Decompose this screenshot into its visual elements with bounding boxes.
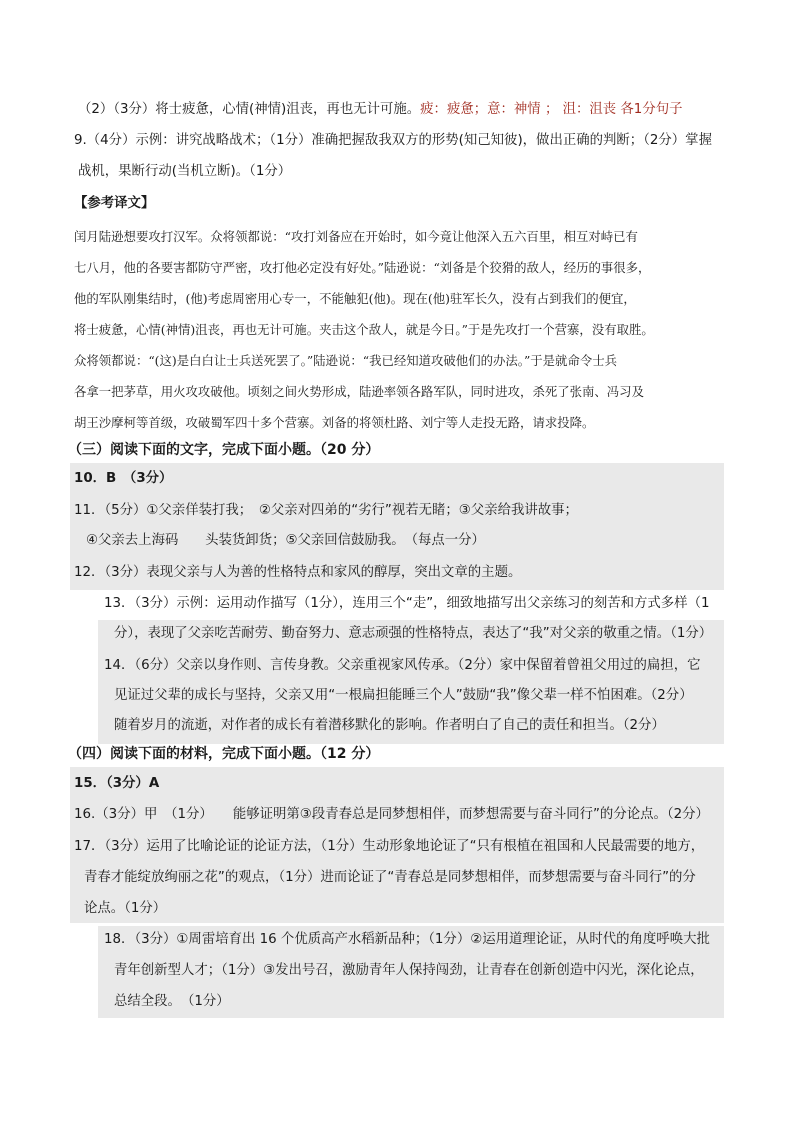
answer-9-line2: 战机，果断行动(当机立断)。（1分） <box>78 164 292 179</box>
answer-11-line1: 11．（5分）①父亲佯装打我； ②父亲对四弟的“劣行”视若无睹；③父亲给我讲故事； <box>74 503 578 518</box>
answer-17-line2: 青春才能绽放绚丽之花”的观点，（1分）进而论证了“青春总是同梦想相伴，而梦想需要与奋斗同行”的分 <box>84 870 696 885</box>
answer-9-line1: 9.（4分）示例：讲究战略战术；（1分）准确把握敌我双方的形势(知己知彼)，做出正确的判断；（2分）掌握 <box>74 133 712 148</box>
answer-12: 12．（3分）表现父亲与人为善的性格特点和家风的醇厚，突出文章的主题。 <box>74 565 522 580</box>
answer-14-line3: 随着岁月的流逝，对作者的成长有着潜移默化的影响。作者明白了自己的责任和担当。（2分） <box>114 718 665 733</box>
answer-8-2-scoring: 疲：疲惫；意：神情 ； 沮：沮丧 各1分句子 <box>420 102 683 117</box>
translation-line: 闰月陆逊想要攻打汉军。众将领都说：“攻打刘备应在开始时，如今竟让他深入五六百里，相互对峙已有 <box>74 229 638 244</box>
answer-18-line1: 18．（3分）①周雷培育出 16 个优质高产水稻新品种；（1分）②运用道理论证，从时代的角度呼唤大批 <box>104 932 710 947</box>
answer-16: 16.（3分）甲 （1分） 能够证明第③段青春总是同梦想相伴，而梦想需要与奋斗同行”的分论点。（2分） <box>74 807 709 822</box>
answer-8-2 <box>78 100 683 120</box>
translation-heading: 【参考译文】 <box>74 196 155 211</box>
section-4-title: （四）阅读下面的材料，完成下面小题。（12 分） <box>68 746 380 762</box>
answer-14-line2: 见证过父辈的成长与坚持，父亲又用“一根扁担能睡三个人”鼓励“我”像父辈一样不怕困难。（2分） <box>114 688 693 703</box>
answer-17-line3: 论点。（1分） <box>84 901 167 916</box>
section-3-title: （三）阅读下面的文字，完成下面小题。（20 分） <box>68 442 380 458</box>
answer-13-line1: 13．（3分）示例：运用动作描写（1分），连用三个“走”，细致地描写出父亲练习的刻苦和方式多样（1 <box>104 596 710 611</box>
translation-line: 各拿一把茅草，用火攻攻破他。顷刻之间火势形成，陆逊率领各路军队，同时进攻，杀死了张南、冯习及 <box>74 384 644 399</box>
answer-8-2-text: （2）（3分）将士疲惫，心情(神情)沮丧，再也无计可施。 <box>78 102 421 117</box>
translation-line: 他的军队刚集结时，(他)考虑周密用心专一，不能触犯(他)。现在(他)驻军长久，没有占到我们的便宜， <box>74 291 636 306</box>
answer-17-line1: 17．（3分）运用了比喻论证的论证方法，（1分）生动形象地论证了“只有根植在祖国和人民最需要的地方， <box>74 839 705 854</box>
answer-18-line3: 总结全段。 （1分） <box>114 994 230 1009</box>
answer-15: 15．（3分）A <box>74 776 160 791</box>
answer-14-line1: 14．（6分）父亲以身作则、言传身教。父亲重视家风传承。（2分）家中保留着曾祖父用过的扁担，它 <box>104 658 701 673</box>
translation-line: 众将领都说：“(这)是白白让士兵送死罢了。”陆逊说：“我已经知道攻破他们的办法。”于是就命令士兵 <box>74 353 618 368</box>
answer-10: 10．B （3分） <box>74 471 173 486</box>
translation-line: 胡王沙摩柯等首级，攻破蜀军四十多个营寨。刘备的将领杜路、刘宁等人走投无路，请求投降。 <box>74 415 595 430</box>
translation-line: 七八月，他的各要害都防守严密，攻打他必定没有好处。”陆逊说：“刘备是个狡猾的敌人，经历的事很多， <box>74 260 651 275</box>
answer-13-line2: 分），表现了父亲吃苦耐劳、勤奋努力、意志顽强的性格特点，表达了“我”对父亲的敬重之情。（1分） <box>114 626 713 641</box>
answer-18-line2: 青年创新型人才；（1分）③发出号召，激励青年人保持闯劲，让青春在创新创造中闪光，深化论点， <box>114 963 704 978</box>
answer-11-line2: ④父亲去上海码 头装货卸货；⑤父亲回信鼓励我。 （每点一分） <box>86 533 485 548</box>
translation-line: 将士疲惫，心情(神情)沮丧，再也无计可施。夹击这个敌人，就是今日。”于是先攻打一个营寨，没有取胜。 <box>74 322 654 337</box>
